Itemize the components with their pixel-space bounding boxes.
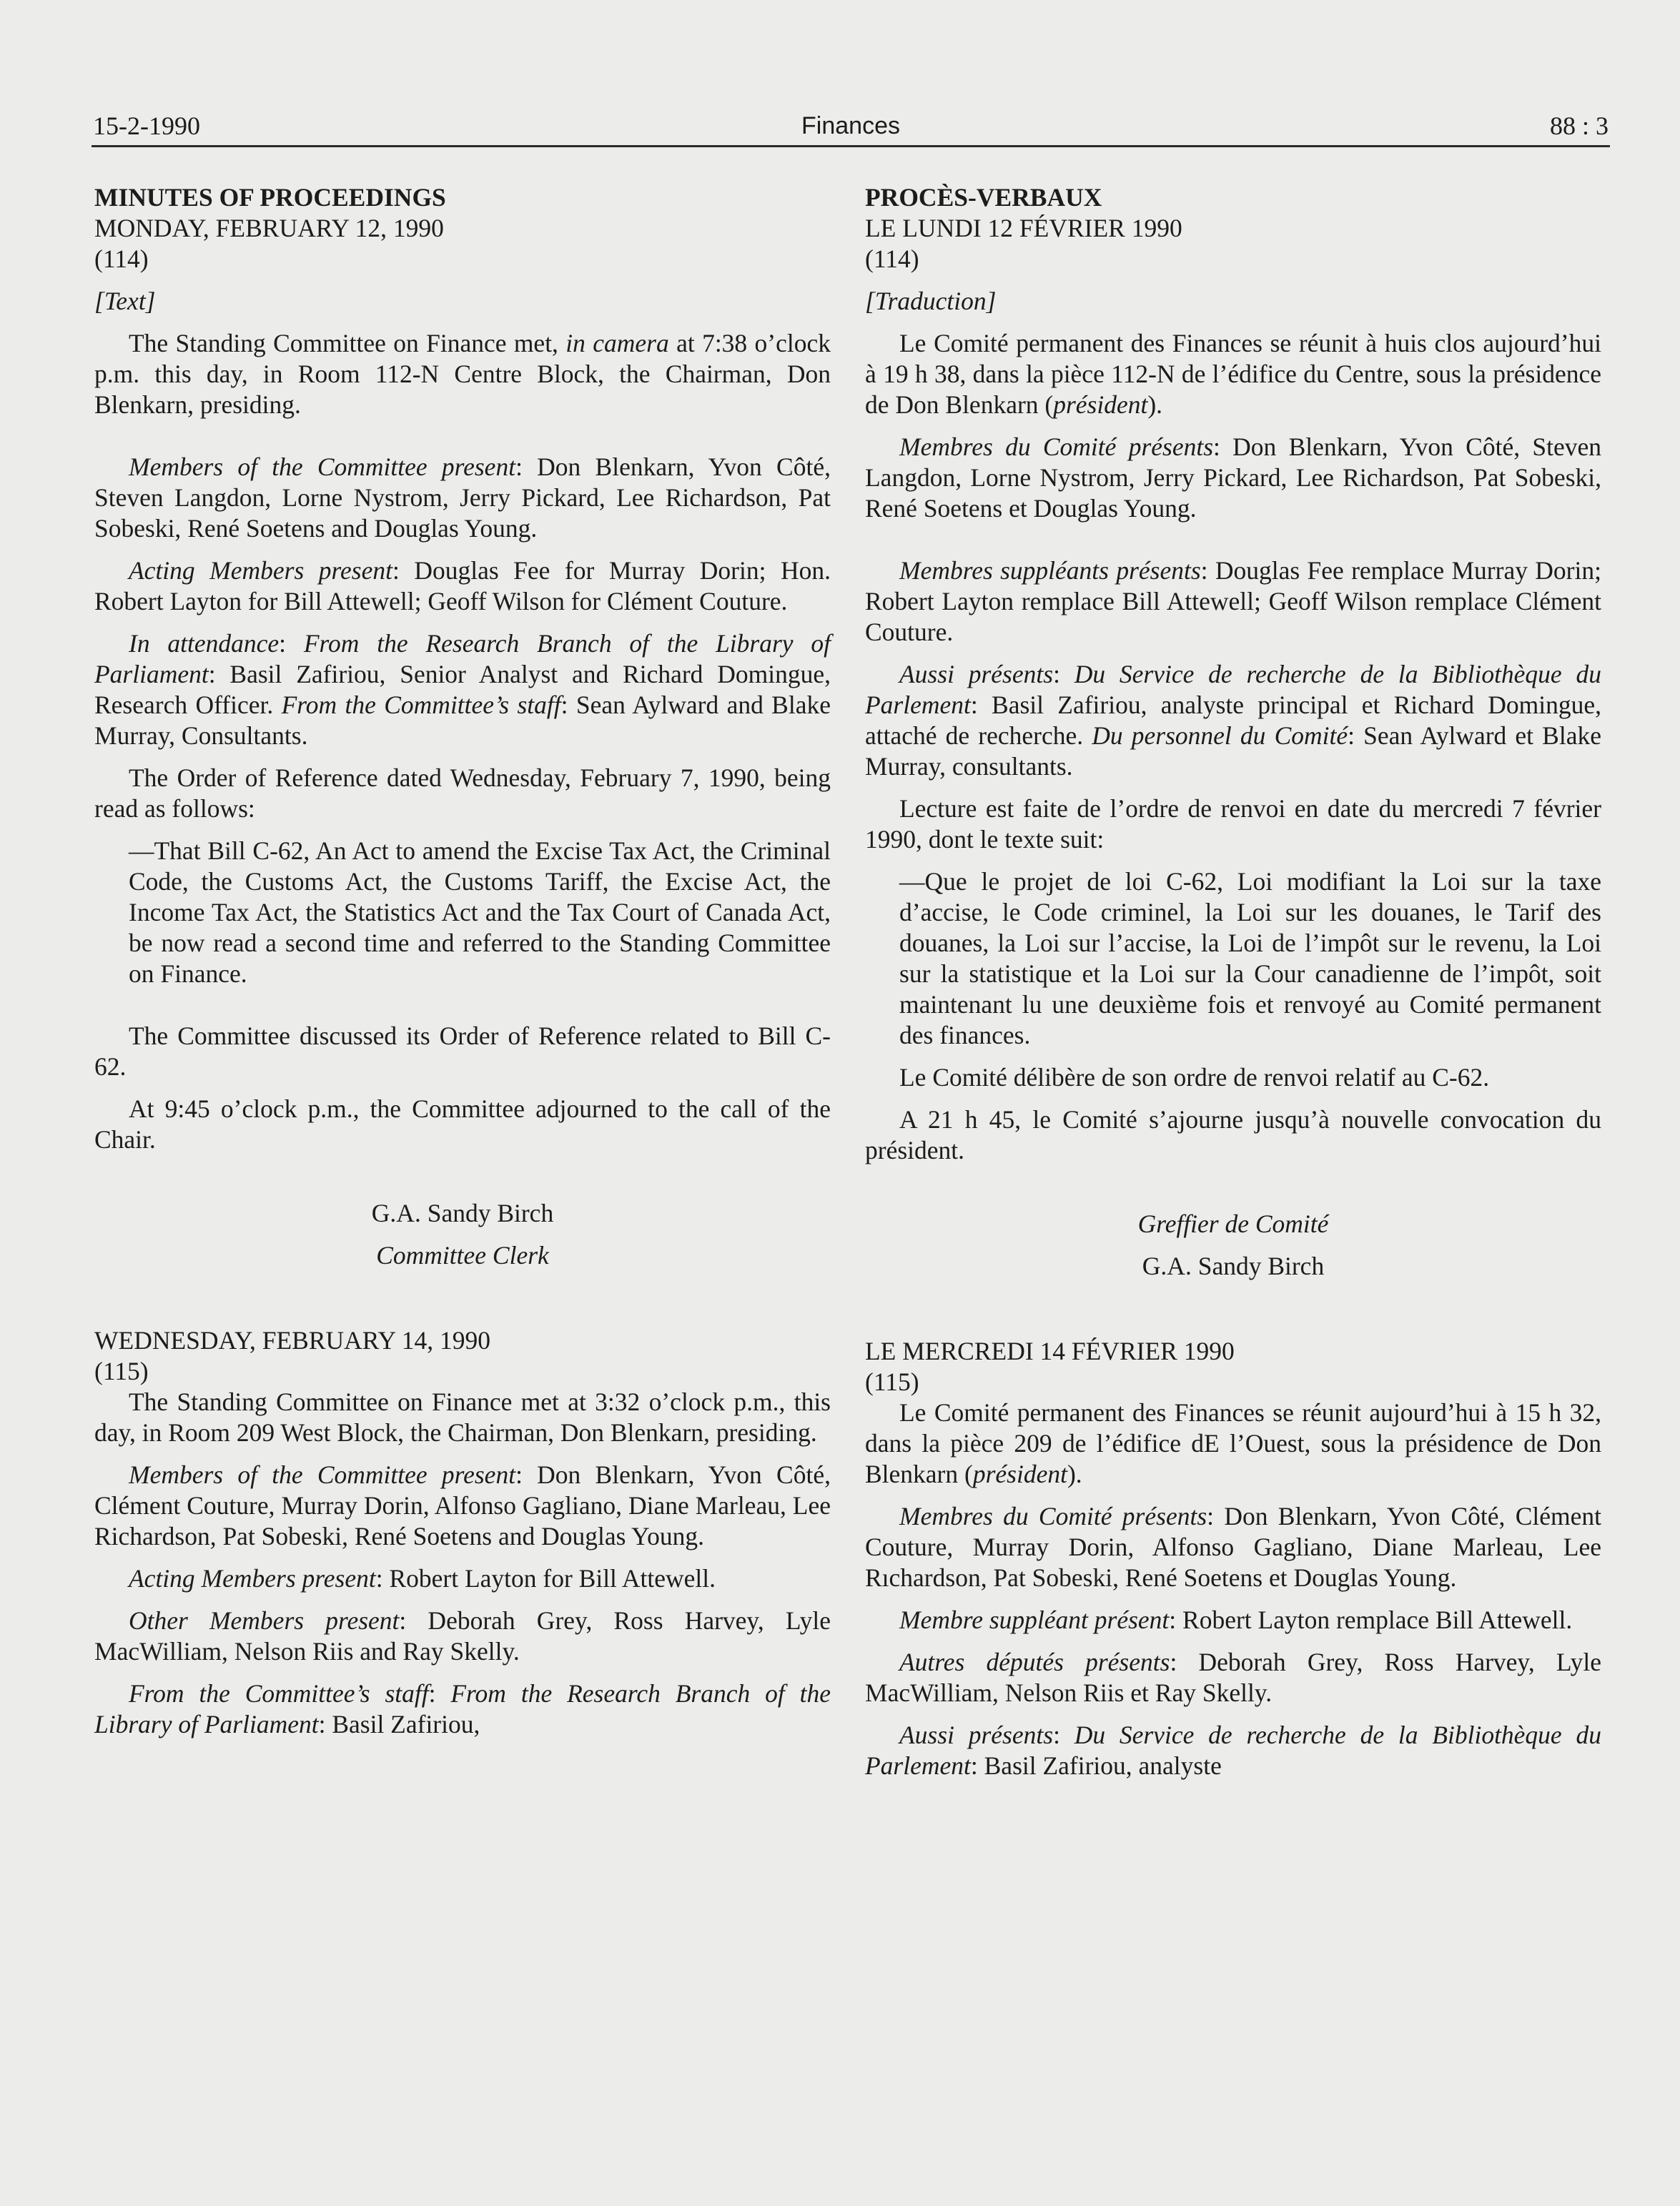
meeting-number: (114): [94, 244, 149, 273]
text-tag-fr: [Traduction]: [865, 287, 997, 315]
meeting-date: MONDAY, FEBRUARY 12, 1990: [94, 214, 444, 242]
header-page-number: 88 : 3: [1549, 112, 1609, 140]
meeting-date-2: WEDNESDAY, FEBRUARY 14, 1990: [94, 1326, 490, 1355]
header-title: Finances: [801, 112, 900, 139]
committee-adjourned-fr: A 21 h 45, le Comité s’ajourne jusqu’à nouvelle convocation du président.: [865, 1105, 1601, 1164]
clerk-name-fr: G.A. Sandy Birch: [1142, 1252, 1325, 1280]
header-rule: [92, 145, 1610, 147]
order-quote: —That Bill C-62, An Act to amend the Excise Tax Act, the Criminal Code, the Customs Act, the Customs Tariff, the Excise Act, the Income Tax Act, the Statistics Act and the Tax Court of Canada Act, be now read a second time and referred to the Standing Committee on Finance.: [129, 836, 831, 988]
clerk-title-fr: Greffier de Comité: [1137, 1210, 1329, 1238]
committee-discussed-fr: Le Comité délibère de son ordre de renvoi relatif au C-62.: [899, 1063, 1490, 1092]
other-members-2-fr: Autres députés présents: Deborah Grey, Ross Harvey, Lyle MacWilliam, Nelson Riis et Ray Skelly.: [865, 1648, 1601, 1707]
opening-paragraph-2-fr: Le Comité permanent des Finances se réunit aujourd’hui à 15 h 32, dans la pièce 209 de l’édifice dE l’Ouest, sous la présidence de Don Blenkarn (président).: [865, 1398, 1601, 1488]
staff-2: From the Committee’s staff: From the Research Branch of the Library of Parliament: Basil Zafiriou,: [94, 1679, 831, 1738]
other-members-2: Other Members present: Deborah Grey, Ross Harvey, Lyle MacWilliam, Nelson Riis and Ray Skelly.: [94, 1606, 831, 1666]
opening-paragraph: The Standing Committee on Finance met, in camera at 7:38 o’clock p.m. this day, in Room 112-N Centre Block, the Chairman, Don Blenkarn, presiding.: [94, 329, 831, 419]
french-column: [865, 182, 1601, 1781]
clerk-name: G.A. Sandy Birch: [371, 1199, 554, 1227]
meeting-number-fr: (114): [865, 244, 919, 273]
order-quote-fr: —Que le projet de loi C-62, Loi modifiant la Loi sur la taxe d’accise, le Code criminel, la Loi sur les douanes, le Tarif des douanes, la Loi sur l’accise, la Loi de l’impôt sur le revenu, la Loi sur la statistique et la Loi sur la Cour canadienne de l’impôt, soit maintenant lu une deuxième fois et renvoyé au Comité permanent des finances.: [899, 867, 1601, 1049]
page-header: [93, 109, 1609, 144]
section-heading-fr: PROCÈS-VERBAUX: [865, 183, 1102, 212]
acting-members-2: Acting Members present: Robert Layton for Bill Attewell.: [129, 1564, 716, 1593]
order-of-reference: The Order of Reference dated Wednesday, February 7, 1990, being read as follows:: [94, 763, 831, 823]
in-attendance-fr: Aussi présents: Du Service de recherche de la Bibliothèque du Parlement: Basil Zafiriou, analyste principal et Richard Domingue, attaché de recherche. Du personnel du Comité: Sean Aylward et Blake Murray, consultants.: [865, 660, 1601, 781]
committee-discussed: The Committee discussed its Order of Reference related to Bill C-62.: [94, 1022, 831, 1081]
members-present-2-fr: Membres du Comité présents: Don Blenkarn, Yvon Côté, Clément Couture, Murray Dorin, Alfonso Gagliano, Diane Marleau, Lee Rıchardson, Pat Sobeski, René Soetens et Douglas Young.: [865, 1502, 1601, 1592]
english-column: [94, 182, 831, 1740]
meeting-number-2-fr: (115): [865, 1367, 919, 1396]
members-present: Members of the Committee present: Don Blenkarn, Yvon Côté, Steven Langdon, Lorne Nystrom, Jerry Pickard, Lee Richardson, Pat Sobeski, René Soetens and Douglas Young.: [94, 452, 831, 543]
acting-members-fr: Membres suppléants présents: Douglas Fee remplace Murray Dorin; Robert Layton remplace Bill Attewell; Geoff Wilson remplace Clément Couture.: [865, 556, 1601, 646]
in-attendance: In attendance: From the Research Branch of the Library of Parliament: Basil Zafiriou, Senior Analyst and Richard Domingue, Research Officer. From the Committee’s staff: Sean Aylward and Blake Murray, Consultants.: [94, 629, 831, 750]
meeting-date-fr: LE LUNDI 12 FÉVRIER 1990: [865, 214, 1182, 242]
acting-members-2-fr: Membre suppléant présent: Robert Layton remplace Bill Attewell.: [899, 1606, 1573, 1634]
section-heading: MINUTES OF PROCEEDINGS: [94, 183, 446, 212]
opening-paragraph-fr: Le Comité permanent des Finances se réunit à huis clos aujourd’hui à 19 h 38, dans la pièce 112-N de l’édifice du Centre, sous la présidence de Don Blenkarn (président).: [865, 329, 1601, 419]
acting-members: Acting Members present: Douglas Fee for Murray Dorin; Hon. Robert Layton for Bill Attewell; Geoff Wilson for Clément Couture.: [94, 556, 831, 615]
opening-paragraph-2: The Standing Committee on Finance met at 3:32 o’clock p.m., this day, in Room 209 West Block, the Chairman, Don Blenkarn, presiding.: [94, 1388, 831, 1447]
meeting-date-2-fr: LE MERCREDI 14 FÉVRIER 1990: [865, 1337, 1235, 1365]
order-of-reference-fr: Lecture est faite de l’ordre de renvoi en date du mercredi 7 février 1990, dont le texte suit:: [865, 794, 1601, 854]
meeting-number-2: (115): [94, 1357, 149, 1385]
clerk-title: Committee Clerk: [376, 1241, 549, 1270]
committee-adjourned: At 9:45 o’clock p.m., the Committee adjourned to the call of the Chair.: [94, 1094, 831, 1154]
members-present-2: Members of the Committee present: Don Blenkarn, Yvon Côté, Clément Couture, Murray Dorin, Alfonso Gagliano, Diane Marleau, Lee Richardson, Pat Sobeski, René Soetens and Douglas Young.: [94, 1460, 831, 1550]
members-present-fr: Membres du Comité présents: Don Blenkarn, Yvon Côté, Steven Langdon, Lorne Nystrom, Jerry Pickard, Lee Richardson, Pat Sobeski, René Soetens et Douglas Young.: [865, 432, 1602, 523]
header-date: 15-2-1990: [93, 112, 200, 140]
text-tag: [Text]: [94, 287, 156, 315]
staff-2-fr: Aussi présents: Du Service de recherche de la Bibliothèque du Parlement: Basil Zafiriou, analyste: [865, 1721, 1601, 1780]
